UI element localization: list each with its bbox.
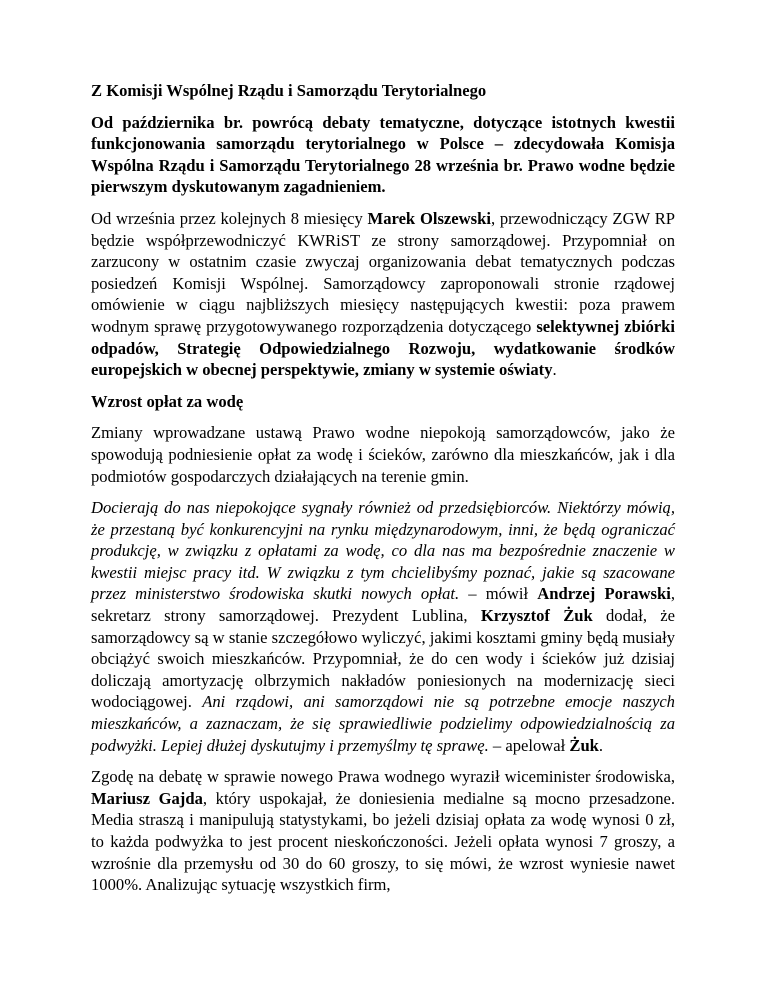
lead-paragraph: Od października br. powrócą debaty tematyczne, dotyczące istotnych kwestii funkcjonowania samorządu terytorialnego w Polsce – zdecydowała Komisja Wspólna Rządu i Samorządu Terytorialnego 28 września br. Prawo wodne będzie pierwszym dyskutowanym zagadnieniem. — [91, 112, 675, 197]
text-segment: , sekretarz strony samorządowej. Prezydent Lublina, — [91, 584, 675, 626]
paragraph-water-changes: Zmiany wprowadzane ustawą Prawo wodne niepokoją samorządowców, jako że spowodują podniesienie opłat za wodę i ścieków, zarówno dla mieszkańców, jak i dla podmiotów gospodarczych działających na terenie gmin. — [91, 423, 675, 486]
paragraph-quotes — [91, 497, 675, 756]
article-title: Z Komisji Wspólnej Rządu i Samorządu Terytorialnego — [91, 81, 487, 100]
person-name: Żuk — [569, 735, 599, 755]
person-name: Krzysztof Żuk — [480, 606, 593, 626]
document-page — [91, 80, 675, 906]
quote: Docierają do nas niepokojące sygnały również od przedsiębiorców. Niektórzy mówią, że przestaną być konkurencyjni na rynku międzynarodowym, inni, że będą ograniczać produkcję, w związku z opłatami za wodę, co dla nas ma bezpośrednie znaczenie w kwestii miejsc pracy itd. W związku z tym chcielibyśmy poznać, jakie są szacowane przez ministerstwo środowiska skutki nowych opłat. — [91, 498, 675, 604]
text-segment: , który uspokajał, że doniesienia medialne są mocno przesadzone. Media straszą i manipulują statystykami, bo jeżeli dzisiaj opłata za wodę wynosi 0 zł, to każda podwyżka to jest procent nieskończoności. Jeżeli opłata wynosi 7 groszy, a wzrośnie dla przemysłu od 30 do 60 groszy, to się mówi, że wzrost wyniesie nawet 1000%. Analizując sytuację wszystkich firm, — [91, 788, 676, 895]
quote: Ani rządowi, ani samorządowi nie są potrzebne emocje naszych mieszkańców, a zaznaczam, że się sprawiedliwie podzielimy odpowiedzialnością za podwyżki. Lepiej dłużej dyskutujmy i przemyślmy tę sprawę. — [91, 692, 675, 755]
text-segment: – apelował — [488, 735, 570, 755]
text-segment: . — [552, 360, 557, 380]
person-name: Mariusz Gajda — [91, 788, 203, 808]
topics-list: selektywnej zbiórki odpadów, Strategię Odpowiedzialnego Rozwoju, wydatkowanie środków europejskich w obecnej perspektywie, zmiany w systemie oświaty — [91, 316, 675, 380]
person-name: Marek Olszewski — [367, 208, 491, 228]
section-heading: Wzrost opłat za wodę — [91, 391, 244, 411]
text-segment: dodał, że samorządowcy są w stanie szczegółowo wyliczyć, jakimi kosztami gminy będą musiały obciążyć swoich mieszkańców. Przypomniał, że do cen wody i ścieków już dzisiaj doliczają amortyzację olbrzymich nakładów poniesionych na modernizację sieci wodociągowej. — [91, 606, 676, 712]
text-segment: Zgodę na debatę w sprawie nowego Prawa wodnego wyraził wiceminister środowiska, — [91, 767, 675, 787]
paragraph-commission — [91, 208, 675, 381]
text-segment: – mówił — [459, 584, 538, 604]
paragraph-vice-minister — [91, 766, 675, 896]
text-segment: Od września przez kolejnych 8 miesięcy — [91, 208, 368, 228]
text-segment: , przewodniczący ZGW RP będzie współprzewodniczyć KWRiST ze strony samorządowej. Przypomniał on zarzucony w ostatnim czasie zwyczaj organizowania debat tematycznych podczas posiedzeń Komisji Wspólnej. Samorządowcy zaproponowali stronie rządowej omówienie w ciągu najbliższych miesięcy następujących kwestii: poza prawem wodnym sprawę przygotowywanego rozporządzenia dotyczącego — [91, 208, 675, 336]
person-name: Andrzej Porawski — [537, 584, 671, 604]
text-segment: . — [598, 735, 604, 755]
